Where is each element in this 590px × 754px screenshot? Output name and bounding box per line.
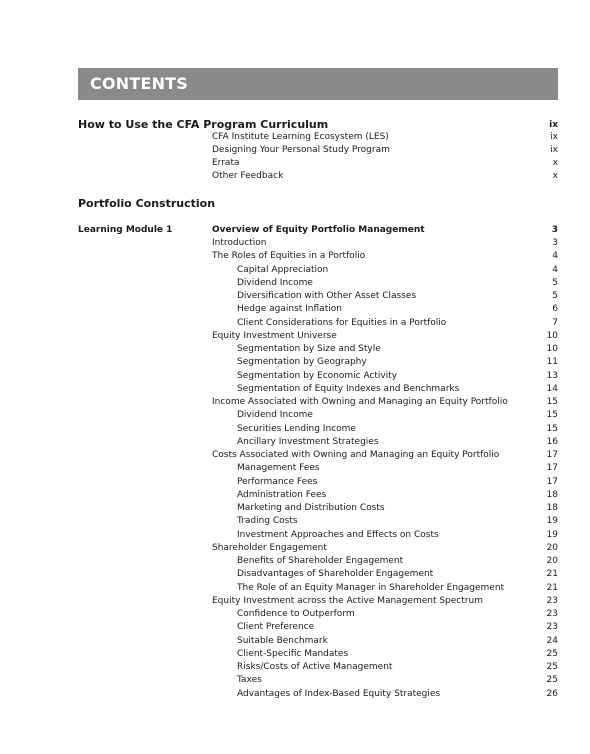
toc-entry[interactable] [0,277,590,290]
toc-entry-page: 3 [551,225,558,235]
toc-entry-page: 4 [552,264,558,275]
toc-entry-title: Performance Fees [237,476,318,487]
toc-entry-page: 14 [546,383,558,394]
toc-entry-title: Other Feedback [212,171,284,181]
toc-entry-page: 21 [546,582,558,593]
toc-entry-title: Capital Appreciation [237,264,329,275]
toc-entry[interactable] [0,462,590,475]
toc-entry-title: Confidence to Outperform [237,609,355,619]
toc-entry[interactable] [0,423,590,436]
toc-entry-page: 17 [546,450,558,460]
toc-entry-title: The Roles of Equities in a Portfolio [212,251,366,262]
toc-entry-page: 5 [552,277,558,288]
toc-entry-title: CFA Institute Learning Ecosystem (LES) [212,132,389,142]
toc-entry-title: Segmentation by Economic Activity [237,370,398,381]
toc-entry-page: 19 [546,529,558,540]
toc-entry-title: Administration Fees [237,489,327,500]
toc-entry-title: Trading Costs [237,516,298,527]
toc-entry-title: Designing Your Personal Study Program [212,145,390,155]
toc-entry[interactable] [0,436,590,449]
toc-entry-page: 7 [552,317,558,328]
toc-entry-page: 10 [546,344,558,354]
toc-entry-title: Disadvantages of Shareholder Engagement [237,569,434,580]
toc-entry-title: Equity Investment Universe [212,330,337,341]
toc-entry-page: 23 [546,609,558,619]
toc-entry-page: 6 [552,304,558,315]
toc-entry-title: Client Considerations for Equities in a Portfolio [237,317,447,328]
toc-entry[interactable] [0,582,590,595]
toc-entry-title: How to Use the CFA Program Curriculum [78,118,329,131]
toc-entry-page: 20 [546,542,558,553]
toc-entry-page: 15 [546,410,558,421]
page-title: CONTENTS [90,74,189,93]
toc-entry[interactable] [0,303,590,316]
toc-entry-page: 15 [546,423,558,434]
toc-entry-page: 13 [546,370,558,381]
contents-banner [78,68,558,100]
toc-entry[interactable] [0,330,590,343]
toc-entry-page: ix [550,132,558,142]
toc-entry-page: x [552,171,558,181]
toc-entry-page: 10 [546,330,558,341]
toc-entry[interactable] [0,661,590,674]
toc-entry-title: Taxes [237,675,262,686]
toc-entry[interactable] [0,688,590,701]
toc-entry[interactable] [0,264,590,277]
toc-entry-page: 19 [546,516,558,527]
section-heading: Portfolio Construction [78,197,216,210]
toc-entry-page: 4 [552,251,558,262]
toc-entry-page: 25 [546,662,558,672]
toc-entry-front-matter[interactable] [0,118,590,131]
toc-entry-page: x [552,158,558,168]
toc-entry-title: Equity Investment across the Active Management Spectrum [212,595,483,606]
toc-entry-title: Segmentation by Geography [237,357,367,368]
toc-entry-title: Advantages of Index-Based Equity Strategies [237,688,441,699]
toc-entry-title: Income Associated with Owning and Managing an Equity Portfolio [212,397,508,407]
toc-entry[interactable] [0,383,590,396]
toc-entry[interactable] [0,449,590,462]
toc-entry-page: 24 [546,635,558,646]
toc-entry-title: Segmentation by Size and Style [237,344,381,354]
toc-entry[interactable] [0,250,590,263]
toc-entry[interactable] [0,648,590,661]
toc-entry[interactable] [0,370,590,383]
toc-entry[interactable] [0,476,590,489]
toc-entry[interactable] [0,131,590,144]
toc-entry-title: Risks/Costs of Active Management [237,662,393,672]
toc-entry-page: 3 [552,238,558,248]
toc-entry-page: 16 [546,436,558,447]
toc-entry[interactable] [0,621,590,634]
toc-entry-page: 21 [546,569,558,580]
toc-entry-title: The Role of an Equity Manager in Shareholder Engagement [237,582,505,593]
toc-entry-title: Hedge against Inflation [237,304,342,315]
toc-entry[interactable] [0,170,590,183]
toc-entry-title: Shareholder Engagement [212,542,327,553]
toc-entry-page: 23 [546,622,558,633]
toc-entry[interactable] [0,608,590,621]
toc-entry-page: 20 [546,556,558,566]
toc-entry-page: 26 [546,688,558,699]
toc-entry-page: ix [550,145,558,155]
toc-entry[interactable] [0,674,590,687]
toc-entry[interactable] [0,157,590,170]
toc-entry-title: Costs Associated with Owning and Managing an Equity Portfolio [212,450,500,460]
toc-entry-title: Suitable Benchmark [237,635,328,646]
toc-entry-title: Diversification with Other Asset Classes [237,291,417,301]
toc-entry-title: Marketing and Distribution Costs [237,503,385,513]
toc-entry[interactable] [0,502,590,515]
toc-entry-page: 25 [546,648,558,659]
module-label: Learning Module 1 [78,225,173,235]
toc-entry[interactable] [0,542,590,555]
toc-entry[interactable] [0,317,590,330]
toc-entry-title: Segmentation of Equity Indexes and Benchmarks [237,383,460,394]
toc-entry[interactable] [0,356,590,369]
toc-entry[interactable] [0,529,590,542]
toc-entry[interactable] [0,555,590,568]
toc-entry-title: Client-Specific Mandates [237,648,349,659]
toc-entry[interactable] [0,144,590,157]
toc-entry[interactable] [0,595,590,608]
toc-entry-page: ix [549,120,558,130]
toc-entry-page: 23 [546,595,558,606]
toc-entry-page: 11 [546,357,558,368]
toc-entry[interactable] [0,396,590,409]
toc-entry-title: Investment Approaches and Effects on Costs [237,529,439,540]
toc-entry-page: 18 [546,503,558,513]
toc-entry[interactable] [0,515,590,528]
toc-entry-page: 25 [546,675,558,686]
toc-entry[interactable] [0,635,590,648]
toc-entry[interactable] [0,290,590,303]
toc-entry-title: Client Preference [237,622,315,633]
toc-entry-page: 17 [546,463,558,474]
toc-entry-page: 17 [546,476,558,487]
toc-entry-title: Errata [212,158,240,168]
toc-entry-title: Ancillary Investment Strategies [237,436,379,447]
toc-entry[interactable] [0,489,590,502]
toc-entry-title: Overview of Equity Portfolio Management [212,225,425,235]
toc-entry-page: 5 [552,291,558,301]
toc-entry-title: Dividend Income [237,277,313,288]
toc-entry-title: Introduction [212,238,267,248]
toc-entry-title: Management Fees [237,463,320,474]
toc-entry[interactable] [0,343,590,356]
toc-entry-page: 15 [546,397,558,407]
toc-entry-title: Dividend Income [237,410,313,421]
toc-entry[interactable] [0,568,590,581]
toc-entry-page: 18 [546,489,558,500]
toc-entry[interactable] [0,237,590,250]
toc-entry-title: Securities Lending Income [237,423,356,434]
toc-entry-module[interactable] [0,224,590,237]
toc-entry[interactable] [0,409,590,422]
toc-entry-title: Benefits of Shareholder Engagement [237,556,404,566]
